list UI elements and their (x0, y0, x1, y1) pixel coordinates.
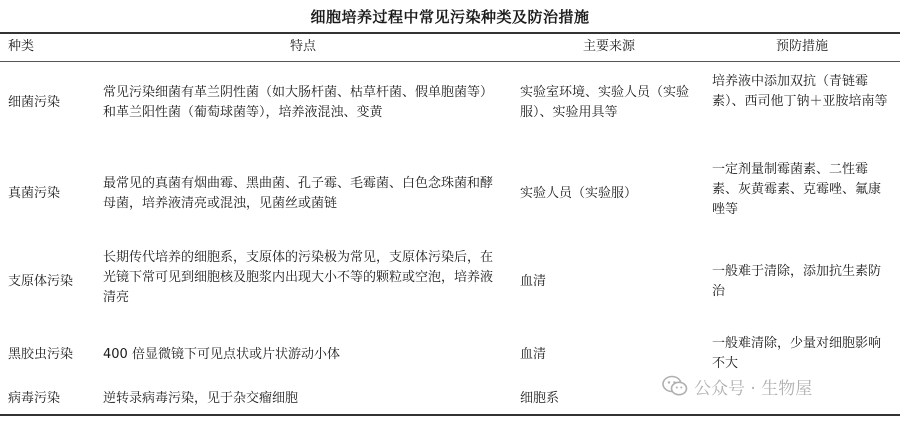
header-type: 种类 (8, 39, 35, 54)
row-feature: 400 倍显微镜下可见点状或片状游动小体 (103, 347, 340, 362)
header-prevention: 预防措施 (775, 39, 828, 54)
row-type: 支原体污染 (8, 274, 74, 289)
row-type: 细菌污染 (8, 95, 61, 110)
table-title: 细胞培养过程中常见污染种类及防治措施 (310, 8, 590, 26)
row-feature: 常见污染细菌有革兰阴性菌（如大肠杆菌、枯草杆菌、假单胞菌等）和革兰阳性菌（葡萄球菌等），培养液混浊、变黄 (103, 85, 494, 120)
row-feature: 长期传代培养的细胞系，支原体的污染极为常见，支原体污染后，在光镜下常可见到细胞核及胞浆内出现大小不等的颗粒或空泡，培养液清亮 (103, 250, 494, 305)
bottom-rule (0, 414, 900, 416)
header-rule (0, 61, 900, 62)
watermark-text: 公众号 · 生物屋 (694, 378, 813, 399)
row-source: 实验室环境、实验人员（实验服）、实验用具等 (520, 85, 690, 120)
row-feature: 最常见的真菌有烟曲霉、黑曲菌、孔子霉、毛霉菌、白色念珠菌和酵母菌，培养液清亮或混浊，见菌丝或菌链 (103, 176, 494, 211)
wechat-icon (662, 375, 688, 397)
row-feature: 逆转录病毒污染，见于杂交瘤细胞 (103, 391, 299, 406)
row-prevention: 一般难清除，少量对细胞影响不大 (712, 336, 882, 371)
row-prevention: 一般难于清除，添加抗生素防治 (712, 264, 882, 299)
row-type: 真菌污染 (8, 186, 61, 201)
row-prevention: 一定剂量制霉菌素、二性霉素、灰黄霉素、克霉唑、氟康唑等 (712, 162, 882, 217)
row-source: 实验人员（实验服） (520, 186, 638, 201)
row-source: 血清 (520, 274, 547, 289)
watermark (662, 374, 812, 398)
header-feature: 特点 (289, 39, 316, 54)
row-type: 黑胶虫污染 (8, 347, 74, 362)
row-source: 细胞系 (520, 391, 560, 406)
header-source: 主要来源 (582, 39, 635, 54)
row-prevention: 培养液中添加双抗（青链霉素）、西司他丁钠＋亚胺培南等 (712, 74, 888, 109)
top-rule (0, 32, 900, 34)
row-source: 血清 (520, 347, 547, 362)
row-type: 病毒污染 (8, 391, 61, 406)
